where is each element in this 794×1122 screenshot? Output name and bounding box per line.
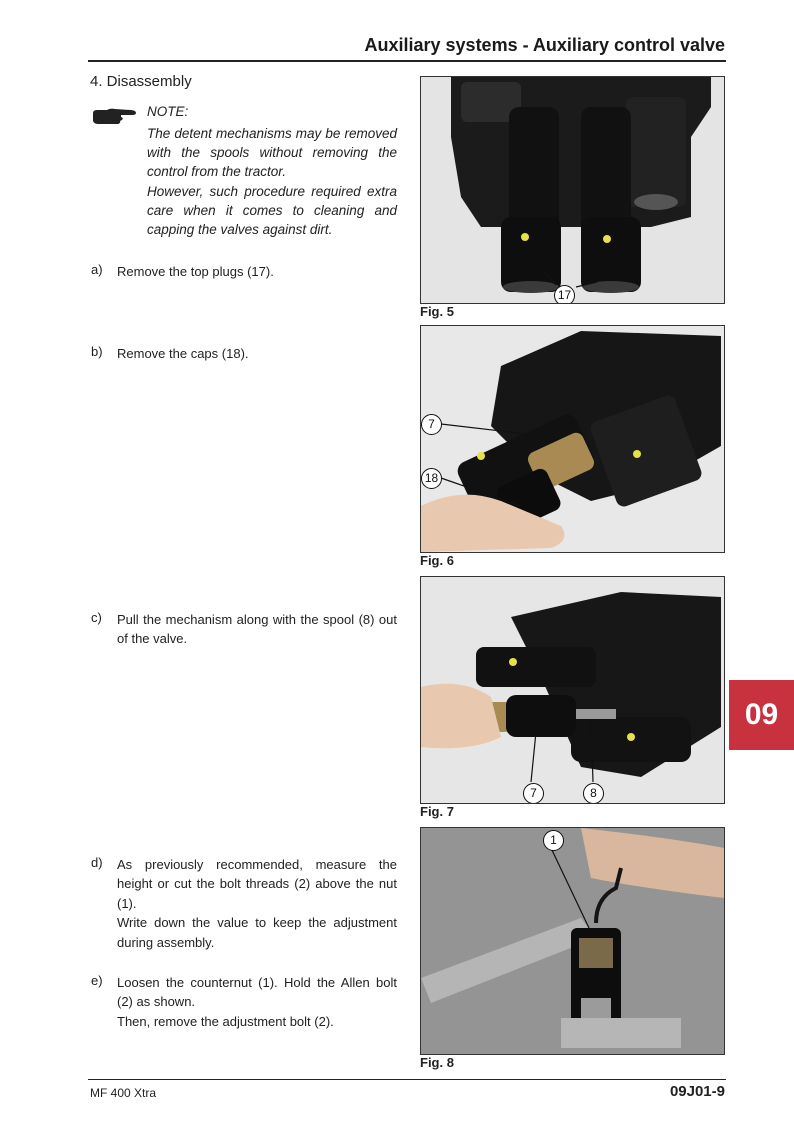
step-letter-e: e) [91, 973, 103, 988]
step-paragraph: Pull the mechanism along with the spool (8) out of the valve. [117, 612, 397, 647]
callout-8: 8 [583, 783, 604, 804]
figure-6-photo [420, 325, 725, 553]
note-line: However, such procedure required extra care when it comes to cleaning and capping the valves against dirt. [147, 183, 397, 238]
note-line: The detent mechanisms may be removed with the spools without removing the control from the tractor. [147, 126, 397, 180]
step-paragraph: Remove the caps (18). [117, 346, 249, 361]
step-text-d [117, 855, 397, 952]
step-letter-a: a) [91, 262, 103, 277]
step-paragraph: Loosen the counternut (1). Hold the Allen bolt (2) as shown. [117, 975, 397, 1010]
step-letter-c: c) [91, 610, 102, 625]
callout-1: 1 [543, 830, 564, 851]
step-paragraph: Then, remove the adjustment bolt (2). [117, 1013, 334, 1029]
section-heading: 4. Disassembly [90, 73, 192, 90]
step-paragraph: Write down the value to keep the adjustment during assembly. [117, 915, 397, 950]
figure-7-caption: Fig. 7 [420, 804, 454, 819]
step-paragraph: Remove the top plugs (17). [117, 264, 274, 279]
footer-divider [88, 1079, 726, 1080]
footer-model: MF 400 Xtra [90, 1086, 157, 1100]
note-body [147, 124, 397, 239]
page-header-title: Auxiliary systems - Auxiliary control valve [364, 35, 725, 55]
figure-8-photo [420, 827, 725, 1055]
step-text-e [117, 973, 397, 1031]
figure-6-caption: Fig. 6 [420, 553, 454, 568]
callout-7: 7 [523, 783, 544, 804]
figure-5-photo [420, 76, 725, 304]
figure-8-caption: Fig. 8 [420, 1055, 454, 1070]
pointing-hand-icon [91, 107, 137, 127]
page-number: 09J01-9 [669, 1083, 725, 1100]
figure-5-caption: Fig. 5 [420, 304, 454, 319]
step-letter-d: d) [91, 855, 103, 870]
header-divider [88, 60, 726, 62]
step-letter-b: b) [91, 344, 103, 359]
step-paragraph: As previously recommended, measure the height or cut the bolt threads (2) above the nut (1). [117, 857, 397, 911]
step-text-a [117, 262, 397, 281]
callout-7: 7 [421, 414, 442, 435]
figure-7-photo [420, 576, 725, 804]
callout-17: 17 [554, 285, 575, 304]
step-text-c [117, 610, 397, 649]
note-label: NOTE: [147, 104, 189, 119]
callout-18: 18 [421, 468, 442, 489]
chapter-tab: 09 [729, 680, 794, 750]
step-text-b [117, 344, 397, 363]
